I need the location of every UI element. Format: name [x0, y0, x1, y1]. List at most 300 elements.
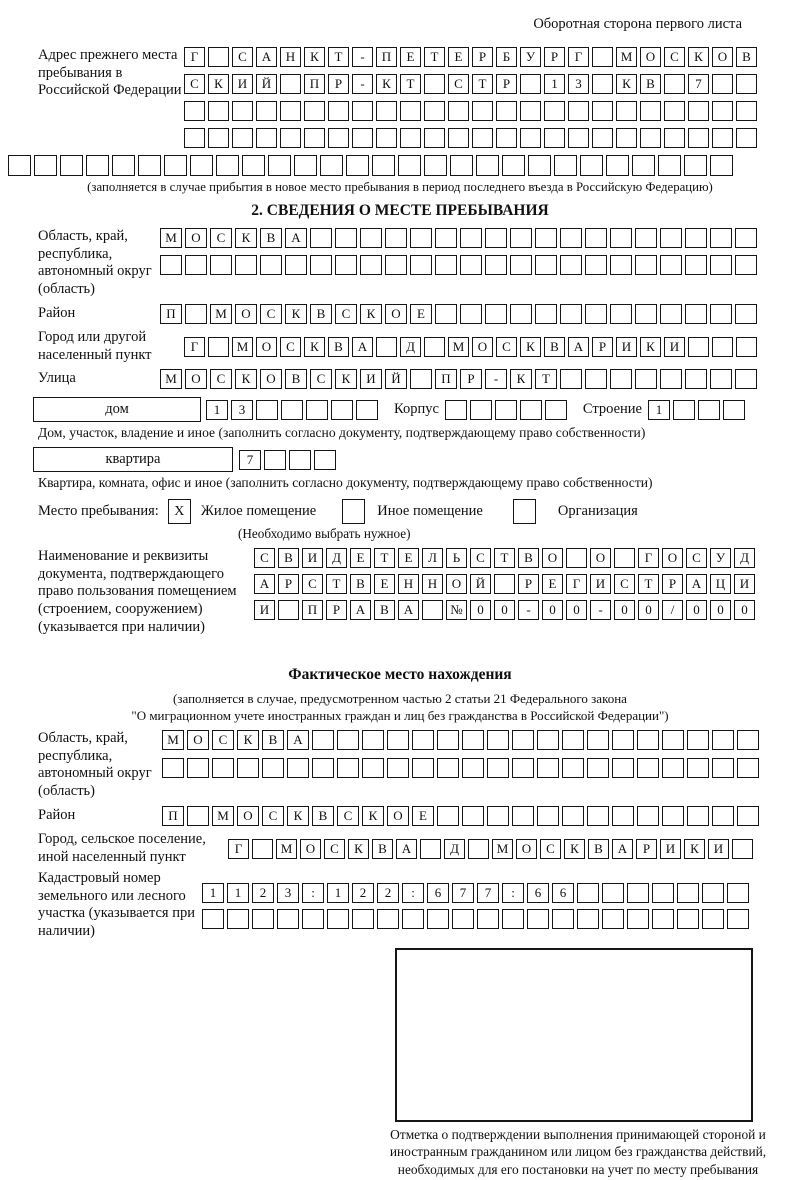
char-cell[interactable]: :	[302, 883, 324, 903]
char-cell[interactable]: И	[254, 600, 275, 620]
char-cell[interactable]: Й	[256, 74, 277, 94]
char-cell[interactable]	[420, 839, 441, 859]
char-cell[interactable]	[537, 730, 559, 750]
char-cell[interactable]	[568, 101, 589, 121]
char-cell[interactable]	[294, 155, 317, 176]
char-cell[interactable]	[264, 450, 286, 470]
char-cell[interactable]	[587, 758, 609, 778]
char-cell[interactable]	[312, 758, 334, 778]
char-cell[interactable]: О	[387, 806, 409, 826]
char-cell[interactable]: И	[616, 337, 637, 357]
char-cell[interactable]	[280, 74, 301, 94]
char-cell[interactable]: Т	[400, 74, 421, 94]
char-cell[interactable]	[723, 400, 745, 420]
char-cell[interactable]	[710, 304, 732, 324]
char-cell[interactable]	[256, 400, 278, 420]
char-cell[interactable]	[422, 600, 443, 620]
char-cell[interactable]: И	[302, 548, 323, 568]
char-cell[interactable]	[635, 304, 657, 324]
char-cell[interactable]	[535, 228, 557, 248]
char-cell[interactable]	[424, 337, 445, 357]
char-cell[interactable]	[660, 255, 682, 275]
char-cell[interactable]: Р	[544, 47, 565, 67]
char-cell[interactable]	[736, 101, 757, 121]
char-cell[interactable]	[312, 730, 334, 750]
char-cell[interactable]: Е	[400, 47, 421, 67]
char-cell[interactable]	[502, 155, 525, 176]
char-cell[interactable]: 6	[427, 883, 449, 903]
char-cell[interactable]: Д	[326, 548, 347, 568]
char-cell[interactable]: 2	[377, 883, 399, 903]
char-cell[interactable]: 7	[239, 450, 261, 470]
char-cell[interactable]	[602, 883, 624, 903]
char-cell[interactable]: -	[590, 600, 611, 620]
char-cell[interactable]	[260, 255, 282, 275]
char-cell[interactable]	[227, 909, 249, 929]
char-cell[interactable]	[662, 806, 684, 826]
char-cell[interactable]	[138, 155, 161, 176]
char-cell[interactable]	[462, 758, 484, 778]
char-cell[interactable]: О	[385, 304, 407, 324]
char-cell[interactable]	[398, 155, 421, 176]
char-cell[interactable]	[352, 909, 374, 929]
char-cell[interactable]	[737, 758, 759, 778]
stay-type-checkbox-organization[interactable]	[513, 499, 536, 524]
char-cell[interactable]	[684, 155, 707, 176]
char-cell[interactable]	[712, 337, 733, 357]
char-cell[interactable]	[585, 369, 607, 389]
stay-type-checkbox-residential[interactable]: X	[168, 499, 191, 524]
char-cell[interactable]: К	[235, 228, 257, 248]
stay-type-checkbox-other-premises[interactable]	[342, 499, 365, 524]
char-cell[interactable]	[427, 909, 449, 929]
char-cell[interactable]	[460, 304, 482, 324]
char-cell[interactable]	[587, 730, 609, 750]
char-cell[interactable]	[527, 909, 549, 929]
char-cell[interactable]	[377, 909, 399, 929]
char-cell[interactable]	[352, 101, 373, 121]
char-cell[interactable]	[360, 255, 382, 275]
char-cell[interactable]	[445, 400, 467, 420]
char-cell[interactable]: М	[448, 337, 469, 357]
char-cell[interactable]: К	[684, 839, 705, 859]
char-cell[interactable]	[262, 758, 284, 778]
char-cell[interactable]: 7	[688, 74, 709, 94]
char-cell[interactable]: П	[160, 304, 182, 324]
char-cell[interactable]	[710, 155, 733, 176]
char-cell[interactable]	[562, 806, 584, 826]
char-cell[interactable]	[712, 101, 733, 121]
char-cell[interactable]	[664, 128, 685, 148]
char-cell[interactable]	[614, 548, 635, 568]
char-cell[interactable]: А	[686, 574, 707, 594]
char-cell[interactable]	[602, 909, 624, 929]
char-cell[interactable]: С	[254, 548, 275, 568]
char-cell[interactable]: С	[335, 304, 357, 324]
char-cell[interactable]	[610, 369, 632, 389]
char-cell[interactable]	[337, 730, 359, 750]
char-cell[interactable]	[208, 128, 229, 148]
char-cell[interactable]	[727, 883, 749, 903]
char-cell[interactable]	[112, 155, 135, 176]
char-cell[interactable]	[502, 909, 524, 929]
char-cell[interactable]	[346, 155, 369, 176]
char-cell[interactable]	[566, 548, 587, 568]
char-cell[interactable]	[356, 400, 378, 420]
char-cell[interactable]: 1	[327, 883, 349, 903]
char-cell[interactable]: Р	[460, 369, 482, 389]
char-cell[interactable]: Д	[734, 548, 755, 568]
char-cell[interactable]: Д	[400, 337, 421, 357]
char-cell[interactable]: А	[352, 337, 373, 357]
char-cell[interactable]: С	[280, 337, 301, 357]
char-cell[interactable]: М	[160, 228, 182, 248]
char-cell[interactable]	[612, 730, 634, 750]
char-cell[interactable]	[387, 758, 409, 778]
char-cell[interactable]: Н	[398, 574, 419, 594]
char-cell[interactable]	[400, 128, 421, 148]
char-cell[interactable]	[412, 730, 434, 750]
char-cell[interactable]	[476, 155, 499, 176]
char-cell[interactable]	[544, 128, 565, 148]
char-cell[interactable]	[162, 758, 184, 778]
char-cell[interactable]: О	[187, 730, 209, 750]
char-cell[interactable]: Г	[184, 47, 205, 67]
char-cell[interactable]: К	[376, 74, 397, 94]
char-cell[interactable]	[662, 758, 684, 778]
char-cell[interactable]	[410, 255, 432, 275]
char-cell[interactable]: К	[616, 74, 637, 94]
char-cell[interactable]: Р	[472, 47, 493, 67]
char-cell[interactable]	[736, 74, 757, 94]
char-cell[interactable]: О	[185, 369, 207, 389]
char-cell[interactable]	[412, 758, 434, 778]
char-cell[interactable]: С	[496, 337, 517, 357]
char-cell[interactable]: 3	[568, 74, 589, 94]
char-cell[interactable]	[560, 255, 582, 275]
char-cell[interactable]: Г	[228, 839, 249, 859]
char-cell[interactable]	[462, 806, 484, 826]
char-cell[interactable]	[376, 337, 397, 357]
char-cell[interactable]	[435, 255, 457, 275]
char-cell[interactable]	[495, 400, 517, 420]
char-cell[interactable]: :	[502, 883, 524, 903]
char-cell[interactable]: Т	[472, 74, 493, 94]
char-cell[interactable]: О	[472, 337, 493, 357]
char-cell[interactable]	[677, 883, 699, 903]
char-cell[interactable]	[335, 255, 357, 275]
char-cell[interactable]: О	[185, 228, 207, 248]
char-cell[interactable]: -	[352, 47, 373, 67]
char-cell[interactable]: С	[470, 548, 491, 568]
char-cell[interactable]: В	[262, 730, 284, 750]
char-cell[interactable]	[468, 839, 489, 859]
char-cell[interactable]: И	[664, 337, 685, 357]
char-cell[interactable]: О	[712, 47, 733, 67]
char-cell[interactable]	[385, 228, 407, 248]
char-cell[interactable]: О	[640, 47, 661, 67]
char-cell[interactable]	[387, 730, 409, 750]
char-cell[interactable]: С	[302, 574, 323, 594]
char-cell[interactable]	[304, 101, 325, 121]
char-cell[interactable]	[677, 909, 699, 929]
char-cell[interactable]	[187, 758, 209, 778]
char-cell[interactable]	[256, 101, 277, 121]
char-cell[interactable]	[627, 883, 649, 903]
char-cell[interactable]	[304, 128, 325, 148]
char-cell[interactable]: 0	[542, 600, 563, 620]
char-cell[interactable]	[376, 101, 397, 121]
char-cell[interactable]: В	[350, 574, 371, 594]
char-cell[interactable]	[710, 255, 732, 275]
char-cell[interactable]	[306, 400, 328, 420]
char-cell[interactable]	[235, 255, 257, 275]
char-cell[interactable]: К	[285, 304, 307, 324]
char-cell[interactable]: К	[304, 47, 325, 67]
char-cell[interactable]: 6	[552, 883, 574, 903]
char-cell[interactable]: О	[260, 369, 282, 389]
char-cell[interactable]	[688, 101, 709, 121]
char-cell[interactable]: Б	[496, 47, 517, 67]
char-cell[interactable]: А	[568, 337, 589, 357]
char-cell[interactable]: О	[662, 548, 683, 568]
char-cell[interactable]	[335, 228, 357, 248]
char-cell[interactable]	[568, 128, 589, 148]
char-cell[interactable]: 7	[477, 883, 499, 903]
char-cell[interactable]	[520, 400, 542, 420]
char-cell[interactable]: О	[300, 839, 321, 859]
char-cell[interactable]: -	[518, 600, 539, 620]
char-cell[interactable]	[216, 155, 239, 176]
char-cell[interactable]	[435, 228, 457, 248]
char-cell[interactable]	[712, 730, 734, 750]
char-cell[interactable]	[337, 758, 359, 778]
char-cell[interactable]: В	[640, 74, 661, 94]
char-cell[interactable]	[437, 806, 459, 826]
char-cell[interactable]	[687, 730, 709, 750]
char-cell[interactable]: 0	[566, 600, 587, 620]
char-cell[interactable]	[376, 128, 397, 148]
char-cell[interactable]	[310, 255, 332, 275]
char-cell[interactable]	[402, 909, 424, 929]
char-cell[interactable]	[687, 806, 709, 826]
char-cell[interactable]: П	[302, 600, 323, 620]
char-cell[interactable]	[737, 806, 759, 826]
char-cell[interactable]	[712, 74, 733, 94]
char-cell[interactable]: О	[237, 806, 259, 826]
char-cell[interactable]: М	[616, 47, 637, 67]
char-cell[interactable]	[712, 128, 733, 148]
char-cell[interactable]	[362, 730, 384, 750]
char-cell[interactable]: К	[237, 730, 259, 750]
char-cell[interactable]: О	[542, 548, 563, 568]
char-cell[interactable]	[237, 758, 259, 778]
char-cell[interactable]: С	[210, 228, 232, 248]
char-cell[interactable]: П	[162, 806, 184, 826]
char-cell[interactable]: К	[688, 47, 709, 67]
char-cell[interactable]	[60, 155, 83, 176]
char-cell[interactable]: М	[276, 839, 297, 859]
char-cell[interactable]	[562, 758, 584, 778]
char-cell[interactable]: Н	[280, 47, 301, 67]
char-cell[interactable]	[510, 255, 532, 275]
char-cell[interactable]	[485, 304, 507, 324]
char-cell[interactable]: Е	[448, 47, 469, 67]
char-cell[interactable]	[520, 74, 541, 94]
char-cell[interactable]	[212, 758, 234, 778]
char-cell[interactable]	[560, 228, 582, 248]
char-cell[interactable]	[673, 400, 695, 420]
char-cell[interactable]: Е	[410, 304, 432, 324]
char-cell[interactable]: 2	[252, 883, 274, 903]
char-cell[interactable]: Т	[535, 369, 557, 389]
char-cell[interactable]	[637, 758, 659, 778]
char-cell[interactable]: 6	[527, 883, 549, 903]
char-cell[interactable]	[280, 128, 301, 148]
char-cell[interactable]	[187, 806, 209, 826]
char-cell[interactable]: №	[446, 600, 467, 620]
char-cell[interactable]: У	[710, 548, 731, 568]
char-cell[interactable]: А	[398, 600, 419, 620]
char-cell[interactable]: Ь	[446, 548, 467, 568]
char-cell[interactable]	[592, 101, 613, 121]
char-cell[interactable]: В	[372, 839, 393, 859]
char-cell[interactable]	[410, 369, 432, 389]
char-cell[interactable]	[462, 730, 484, 750]
char-cell[interactable]	[448, 101, 469, 121]
char-cell[interactable]: К	[235, 369, 257, 389]
char-cell[interactable]	[510, 304, 532, 324]
char-cell[interactable]: И	[232, 74, 253, 94]
char-cell[interactable]	[487, 730, 509, 750]
char-cell[interactable]: О	[235, 304, 257, 324]
char-cell[interactable]: 0	[734, 600, 755, 620]
char-cell[interactable]	[610, 228, 632, 248]
char-cell[interactable]: Т	[374, 548, 395, 568]
char-cell[interactable]: В	[285, 369, 307, 389]
char-cell[interactable]	[472, 128, 493, 148]
char-cell[interactable]	[520, 101, 541, 121]
char-cell[interactable]	[512, 806, 534, 826]
char-cell[interactable]: 1	[227, 883, 249, 903]
char-cell[interactable]	[732, 839, 753, 859]
char-cell[interactable]: 3	[231, 400, 253, 420]
char-cell[interactable]	[735, 228, 757, 248]
char-cell[interactable]	[460, 255, 482, 275]
char-cell[interactable]: Е	[398, 548, 419, 568]
char-cell[interactable]	[640, 128, 661, 148]
char-cell[interactable]	[577, 883, 599, 903]
char-cell[interactable]	[528, 155, 551, 176]
char-cell[interactable]	[710, 228, 732, 248]
char-cell[interactable]	[285, 255, 307, 275]
char-cell[interactable]: О	[446, 574, 467, 594]
char-cell[interactable]	[545, 400, 567, 420]
char-cell[interactable]: С	[212, 730, 234, 750]
char-cell[interactable]	[424, 155, 447, 176]
char-cell[interactable]	[660, 304, 682, 324]
char-cell[interactable]: Е	[412, 806, 434, 826]
char-cell[interactable]	[544, 101, 565, 121]
char-cell[interactable]: К	[287, 806, 309, 826]
char-cell[interactable]	[554, 155, 577, 176]
char-cell[interactable]: С	[310, 369, 332, 389]
char-cell[interactable]	[185, 304, 207, 324]
char-cell[interactable]: А	[287, 730, 309, 750]
char-cell[interactable]: Г	[568, 47, 589, 67]
char-cell[interactable]	[552, 909, 574, 929]
char-cell[interactable]: Р	[326, 600, 347, 620]
char-cell[interactable]	[712, 758, 734, 778]
char-cell[interactable]	[437, 758, 459, 778]
char-cell[interactable]	[664, 101, 685, 121]
char-cell[interactable]	[560, 304, 582, 324]
char-cell[interactable]	[8, 155, 31, 176]
char-cell[interactable]: С	[184, 74, 205, 94]
char-cell[interactable]	[86, 155, 109, 176]
char-cell[interactable]	[310, 228, 332, 248]
char-cell[interactable]	[385, 255, 407, 275]
char-cell[interactable]	[735, 255, 757, 275]
char-cell[interactable]	[460, 228, 482, 248]
char-cell[interactable]: В	[260, 228, 282, 248]
char-cell[interactable]	[424, 101, 445, 121]
char-cell[interactable]: В	[736, 47, 757, 67]
char-cell[interactable]: -	[485, 369, 507, 389]
char-cell[interactable]	[520, 128, 541, 148]
char-cell[interactable]: С	[210, 369, 232, 389]
char-cell[interactable]	[560, 369, 582, 389]
char-cell[interactable]: У	[520, 47, 541, 67]
char-cell[interactable]: 1	[206, 400, 228, 420]
char-cell[interactable]	[34, 155, 57, 176]
char-cell[interactable]: :	[402, 883, 424, 903]
char-cell[interactable]: Г	[638, 548, 659, 568]
char-cell[interactable]	[612, 758, 634, 778]
char-cell[interactable]: Е	[374, 574, 395, 594]
char-cell[interactable]	[494, 574, 515, 594]
char-cell[interactable]: Й	[470, 574, 491, 594]
char-cell[interactable]	[585, 228, 607, 248]
char-cell[interactable]: А	[254, 574, 275, 594]
char-cell[interactable]: О	[256, 337, 277, 357]
char-cell[interactable]: 0	[638, 600, 659, 620]
char-cell[interactable]: И	[590, 574, 611, 594]
char-cell[interactable]: В	[544, 337, 565, 357]
char-cell[interactable]: К	[510, 369, 532, 389]
char-cell[interactable]	[610, 255, 632, 275]
char-cell[interactable]: С	[448, 74, 469, 94]
char-cell[interactable]: Р	[636, 839, 657, 859]
char-cell[interactable]: К	[520, 337, 541, 357]
char-cell[interactable]	[232, 101, 253, 121]
char-cell[interactable]	[252, 909, 274, 929]
char-cell[interactable]: И	[734, 574, 755, 594]
char-cell[interactable]	[637, 806, 659, 826]
char-cell[interactable]: Р	[278, 574, 299, 594]
char-cell[interactable]	[635, 228, 657, 248]
char-cell[interactable]	[736, 128, 757, 148]
char-cell[interactable]	[160, 255, 182, 275]
char-cell[interactable]	[424, 128, 445, 148]
char-cell[interactable]	[660, 228, 682, 248]
char-cell[interactable]	[320, 155, 343, 176]
char-cell[interactable]	[702, 883, 724, 903]
char-cell[interactable]: В	[278, 548, 299, 568]
char-cell[interactable]: С	[232, 47, 253, 67]
char-cell[interactable]: А	[285, 228, 307, 248]
char-cell[interactable]	[362, 758, 384, 778]
